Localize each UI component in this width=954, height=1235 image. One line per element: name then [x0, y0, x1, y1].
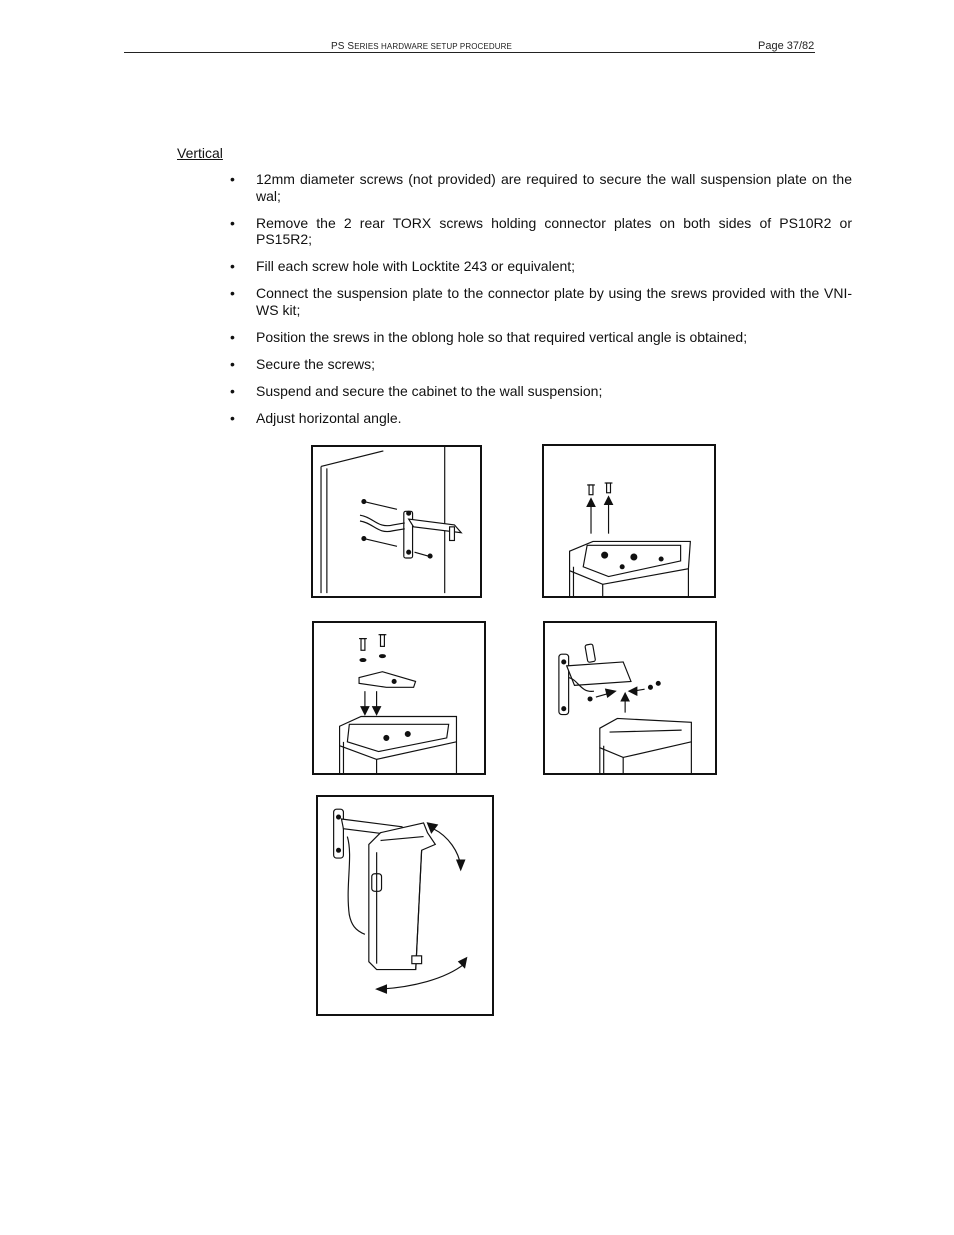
header-rule [124, 52, 815, 53]
fit-connector-plate-figure [312, 621, 486, 775]
step-text: Adjust horizontal angle. [256, 409, 402, 426]
list-item [228, 329, 852, 346]
list-item [228, 171, 852, 204]
remove-torx-screws-figure [542, 444, 716, 598]
adjust-angle-figure [316, 795, 494, 1016]
bullet: • [230, 328, 235, 345]
step-text: Position the srews in the oblong hole so that required vertical angle is obtained; [256, 328, 748, 345]
bullet: • [230, 171, 235, 187]
attach-suspension-plate-figure [543, 621, 717, 775]
bullet: • [230, 355, 235, 372]
header-title-rest: ERIES HARDWARE SETUP PROCEDURE [354, 42, 512, 51]
step-text: Suspend and secure the cabinet to the wall suspension; [256, 382, 603, 399]
section-title: Vertical [177, 145, 223, 161]
step-text: Remove the 2 rear TORX screws holding connector plates on both sides of PS10R2 or PS15R2; [256, 214, 852, 247]
step-text: Secure the screws; [256, 355, 376, 372]
bullet: • [230, 409, 235, 426]
page-number: Page 37/82 [758, 40, 815, 52]
header-title [331, 41, 512, 52]
bullet: • [230, 285, 235, 301]
bullet: • [230, 258, 235, 274]
bullet: • [230, 214, 235, 231]
wall-plate-mounting-figure [311, 445, 482, 598]
bullet: • [230, 382, 235, 399]
step-text: 12mm diameter screws (not provided) are required to secure the wall suspension plate on the wal; [256, 171, 852, 204]
list-item [228, 410, 852, 427]
list-item [228, 356, 852, 373]
list-item [228, 285, 852, 318]
steps-list [228, 171, 852, 437]
list-item [228, 383, 852, 400]
header-title-initial: PS S [331, 41, 355, 52]
step-text: Connect the suspension plate to the connector plate by using the srews provided with the VNI-WS kit; [256, 285, 852, 318]
step-text: Fill each screw hole with Locktite 243 or equivalent; [256, 258, 576, 274]
list-item [228, 258, 852, 275]
list-item [228, 215, 852, 248]
